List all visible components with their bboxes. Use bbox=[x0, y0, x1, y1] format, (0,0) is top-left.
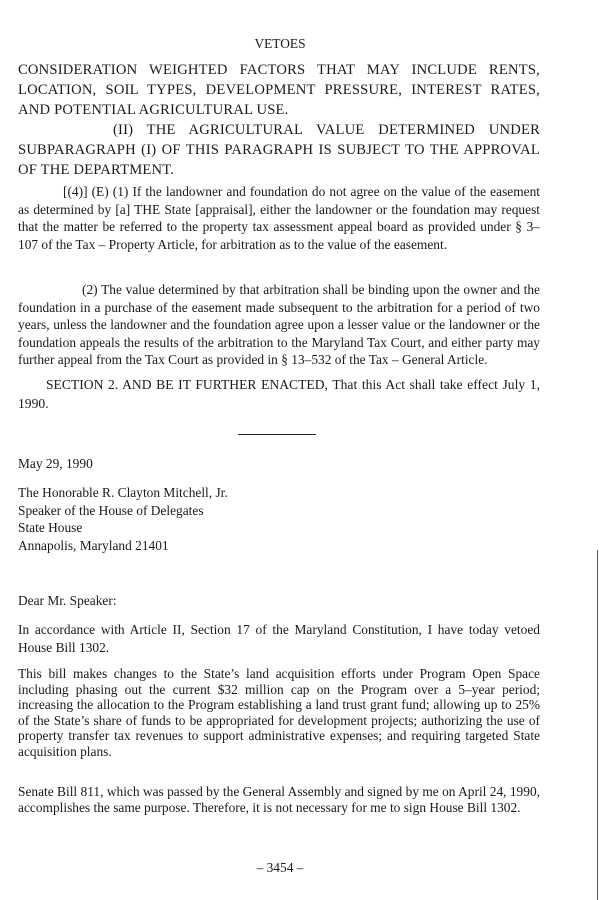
divider-rule bbox=[238, 434, 316, 435]
address-line: Speaker of the House of Delegates bbox=[18, 502, 204, 518]
address-line: Annapolis, Maryland 21401 bbox=[18, 537, 169, 553]
page-number: – 3454 – bbox=[256, 860, 304, 875]
scan-edge bbox=[597, 550, 598, 900]
paragraph-caps-2: (II) THE AGRICULTURAL VALUE DETERMINED UNDER SUBPARAGRAPH (I) OF THIS PARAGRAPH IS SUBJECT TO THE APPROVAL OF THE DEPARTMENT. bbox=[18, 122, 540, 178]
address-line: The Honorable R. Clayton Mitchell, Jr. bbox=[18, 485, 228, 500]
letter-salutation: Dear Mr. Speaker: bbox=[18, 593, 117, 608]
running-header: VETOES bbox=[254, 36, 306, 51]
letter-date: May 29, 1990 bbox=[18, 456, 93, 471]
paragraph-e1: [(4)] (E) (1) If the landowner and foundation do not agree on the value of the easement as determined by [a] THE State [appraisal], either the landowner or the foundation may request that the matter be referred to the property tax assessment appeal board as provided under § 3–107 of the Tax – Property Article, for arbitration as to the value of the easement. bbox=[18, 184, 540, 252]
letter-paragraph-1: In accordance with Article II, Section 17 of the Maryland Constitution, I have today vetoed House Bill 1302. bbox=[18, 622, 540, 655]
letter-paragraph-2: This bill makes changes to the State’s land acquisition efforts under Program Open Space including phasing out the current $32 million cap on the Program over a 5–year period; increasing the allocation to the Program establishing a land trust grant fund; allowing up to 25% of the State’s share of funds to be appropriated for development projects; authorizing the use of property transfer tax revenues to support administrative expenses; and requiring targeted State acquisition plans. bbox=[18, 666, 540, 759]
paragraph-section-2: SECTION 2. AND BE IT FURTHER ENACTED, That this Act shall take effect July 1, 1990. bbox=[18, 377, 540, 411]
paragraph-caps-1: CONSIDERATION WEIGHTED FACTORS THAT MAY INCLUDE RENTS, LOCATION, SOIL TYPES, DEVELOPMENT PRESSURE, INTEREST RATES, AND POTENTIAL AGRICULTURAL USE. bbox=[18, 62, 540, 118]
paragraph-e2: (2) The value determined by that arbitration shall be binding upon the owner and the foundation in a purchase of the easement made subsequent to the arbitration for a period of two years, unless the landowner and the foundation agree upon a lesser value or the landowner or the foundation appeals the results of the arbitration to the Maryland Tax Court, and either party may further appeal from the Tax Court as provided in § 13–532 of the Tax – General Article. bbox=[18, 282, 540, 368]
letter-paragraph-3: Senate Bill 811, which was passed by the General Assembly and signed by me on April 24, 1990, accomplishes the same purpose. Therefore, it is not necessary for me to sign House Bill 1302. bbox=[18, 784, 540, 815]
address-line: State House bbox=[18, 520, 83, 536]
letter-address bbox=[18, 484, 540, 554]
